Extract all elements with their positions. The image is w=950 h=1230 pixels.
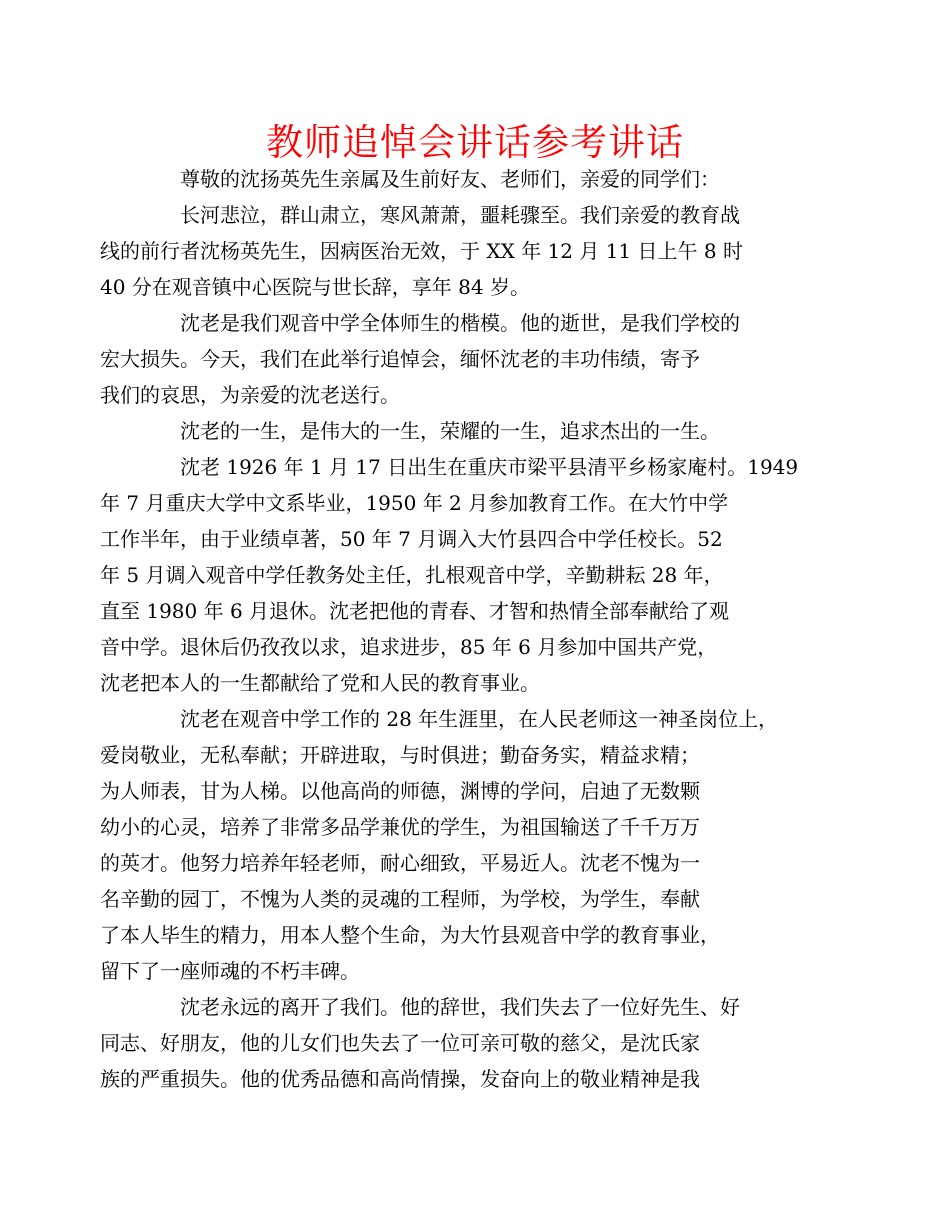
text-line: 为人师表，甘为人梯。以他高尚的师德，渊博的学问，启迪了无数颗	[100, 779, 700, 803]
document-title: 教师追悼会讲话参考讲话	[266, 121, 684, 164]
text-line: 沈老在观音中学工作的 28 年生涯里，在人民老师这一神圣岗位上，	[180, 707, 779, 731]
paragraph	[100, 305, 810, 413]
paragraph	[100, 449, 810, 701]
paragraph	[100, 197, 810, 305]
paragraph	[140, 413, 810, 449]
text-line: 沈老 1926 年 1 月 17 日出生在重庆市梁平县清平乡杨家庵村。1949	[180, 455, 799, 479]
text-line: 直至 1980 年 6 月退休。沈老把他的青春、才智和热情全部奉献给了观	[100, 599, 730, 623]
text-line: 年 7 月重庆大学中文系毕业，1950 年 2 月参加教育工作。在大竹中学	[100, 491, 729, 515]
text-line: 我们的哀思，为亲爱的沈老送行。	[100, 383, 400, 407]
text-line: 工作半年，由于业绩卓著，50 年 7 月调入大竹县四合中学任校长。52	[100, 527, 723, 551]
text-line: 音中学。退休后仍孜孜以求，追求进步，85 年 6 月参加中国共产党，	[100, 635, 718, 659]
text-line: 沈老把本人的一生都献给了党和人民的教育事业。	[100, 671, 540, 695]
document-body	[100, 161, 810, 1097]
text-line: 宏大损失。今天，我们在此举行追悼会，缅怀沈老的丰功伟绩，寄予	[100, 347, 700, 371]
text-line: 长河悲泣，群山肃立，寒风萧萧，噩耗骤至。我们亲爱的教育战	[180, 203, 740, 227]
text-line: 的英才。他努力培养年轻老师，耐心细致，平易近人。沈老不愧为一	[100, 851, 700, 875]
text-line: 沈老的一生，是伟大的一生，荣耀的一生，追求杰出的一生。	[180, 419, 720, 443]
text-line: 尊敬的沈扬英先生亲属及生前好友、老师们，亲爱的同学们：	[180, 167, 720, 191]
text-line: 线的前行者沈杨英先生，因病医治无效，于 XX 年 12 月 11 日上午 8 时	[100, 239, 743, 263]
text-line: 幼小的心灵，培养了非常多品学兼优的学生，为祖国输送了千千万万	[100, 815, 700, 839]
text-line: 名辛勤的园丁，不愧为人类的灵魂的工程师，为学校，为学生，奉献	[100, 887, 700, 911]
text-line: 40 分在观音镇中心医院与世长辞，享年 84 岁。	[100, 275, 530, 299]
text-line: 同志、好朋友，他的儿女们也失去了一位可亲可敬的慈父，是沈氏家	[100, 1031, 700, 1055]
paragraph	[100, 989, 810, 1097]
text-line: 爱岗敬业，无私奉献；开辟进取，与时俱进；勤奋务实，精益求精；	[100, 743, 700, 767]
text-line: 族的严重损失。他的优秀品德和高尚情操，发奋向上的敬业精神是我	[100, 1067, 700, 1091]
paragraph	[100, 701, 810, 989]
text-line: 沈老永远的离开了我们。他的辞世，我们失去了一位好先生、好	[180, 995, 740, 1019]
text-line: 了本人毕生的精力，用本人整个生命，为大竹县观音中学的教育事业，	[100, 923, 720, 947]
text-line: 年 5 月调入观音中学任教务处主任，扎根观音中学，辛勤耕耘 28 年，	[100, 563, 724, 587]
text-line: 沈老是我们观音中学全体师生的楷模。他的逝世，是我们学校的	[180, 311, 740, 335]
paragraph	[140, 161, 810, 197]
text-line: 留下了一座师魂的不朽丰碑。	[100, 959, 360, 983]
